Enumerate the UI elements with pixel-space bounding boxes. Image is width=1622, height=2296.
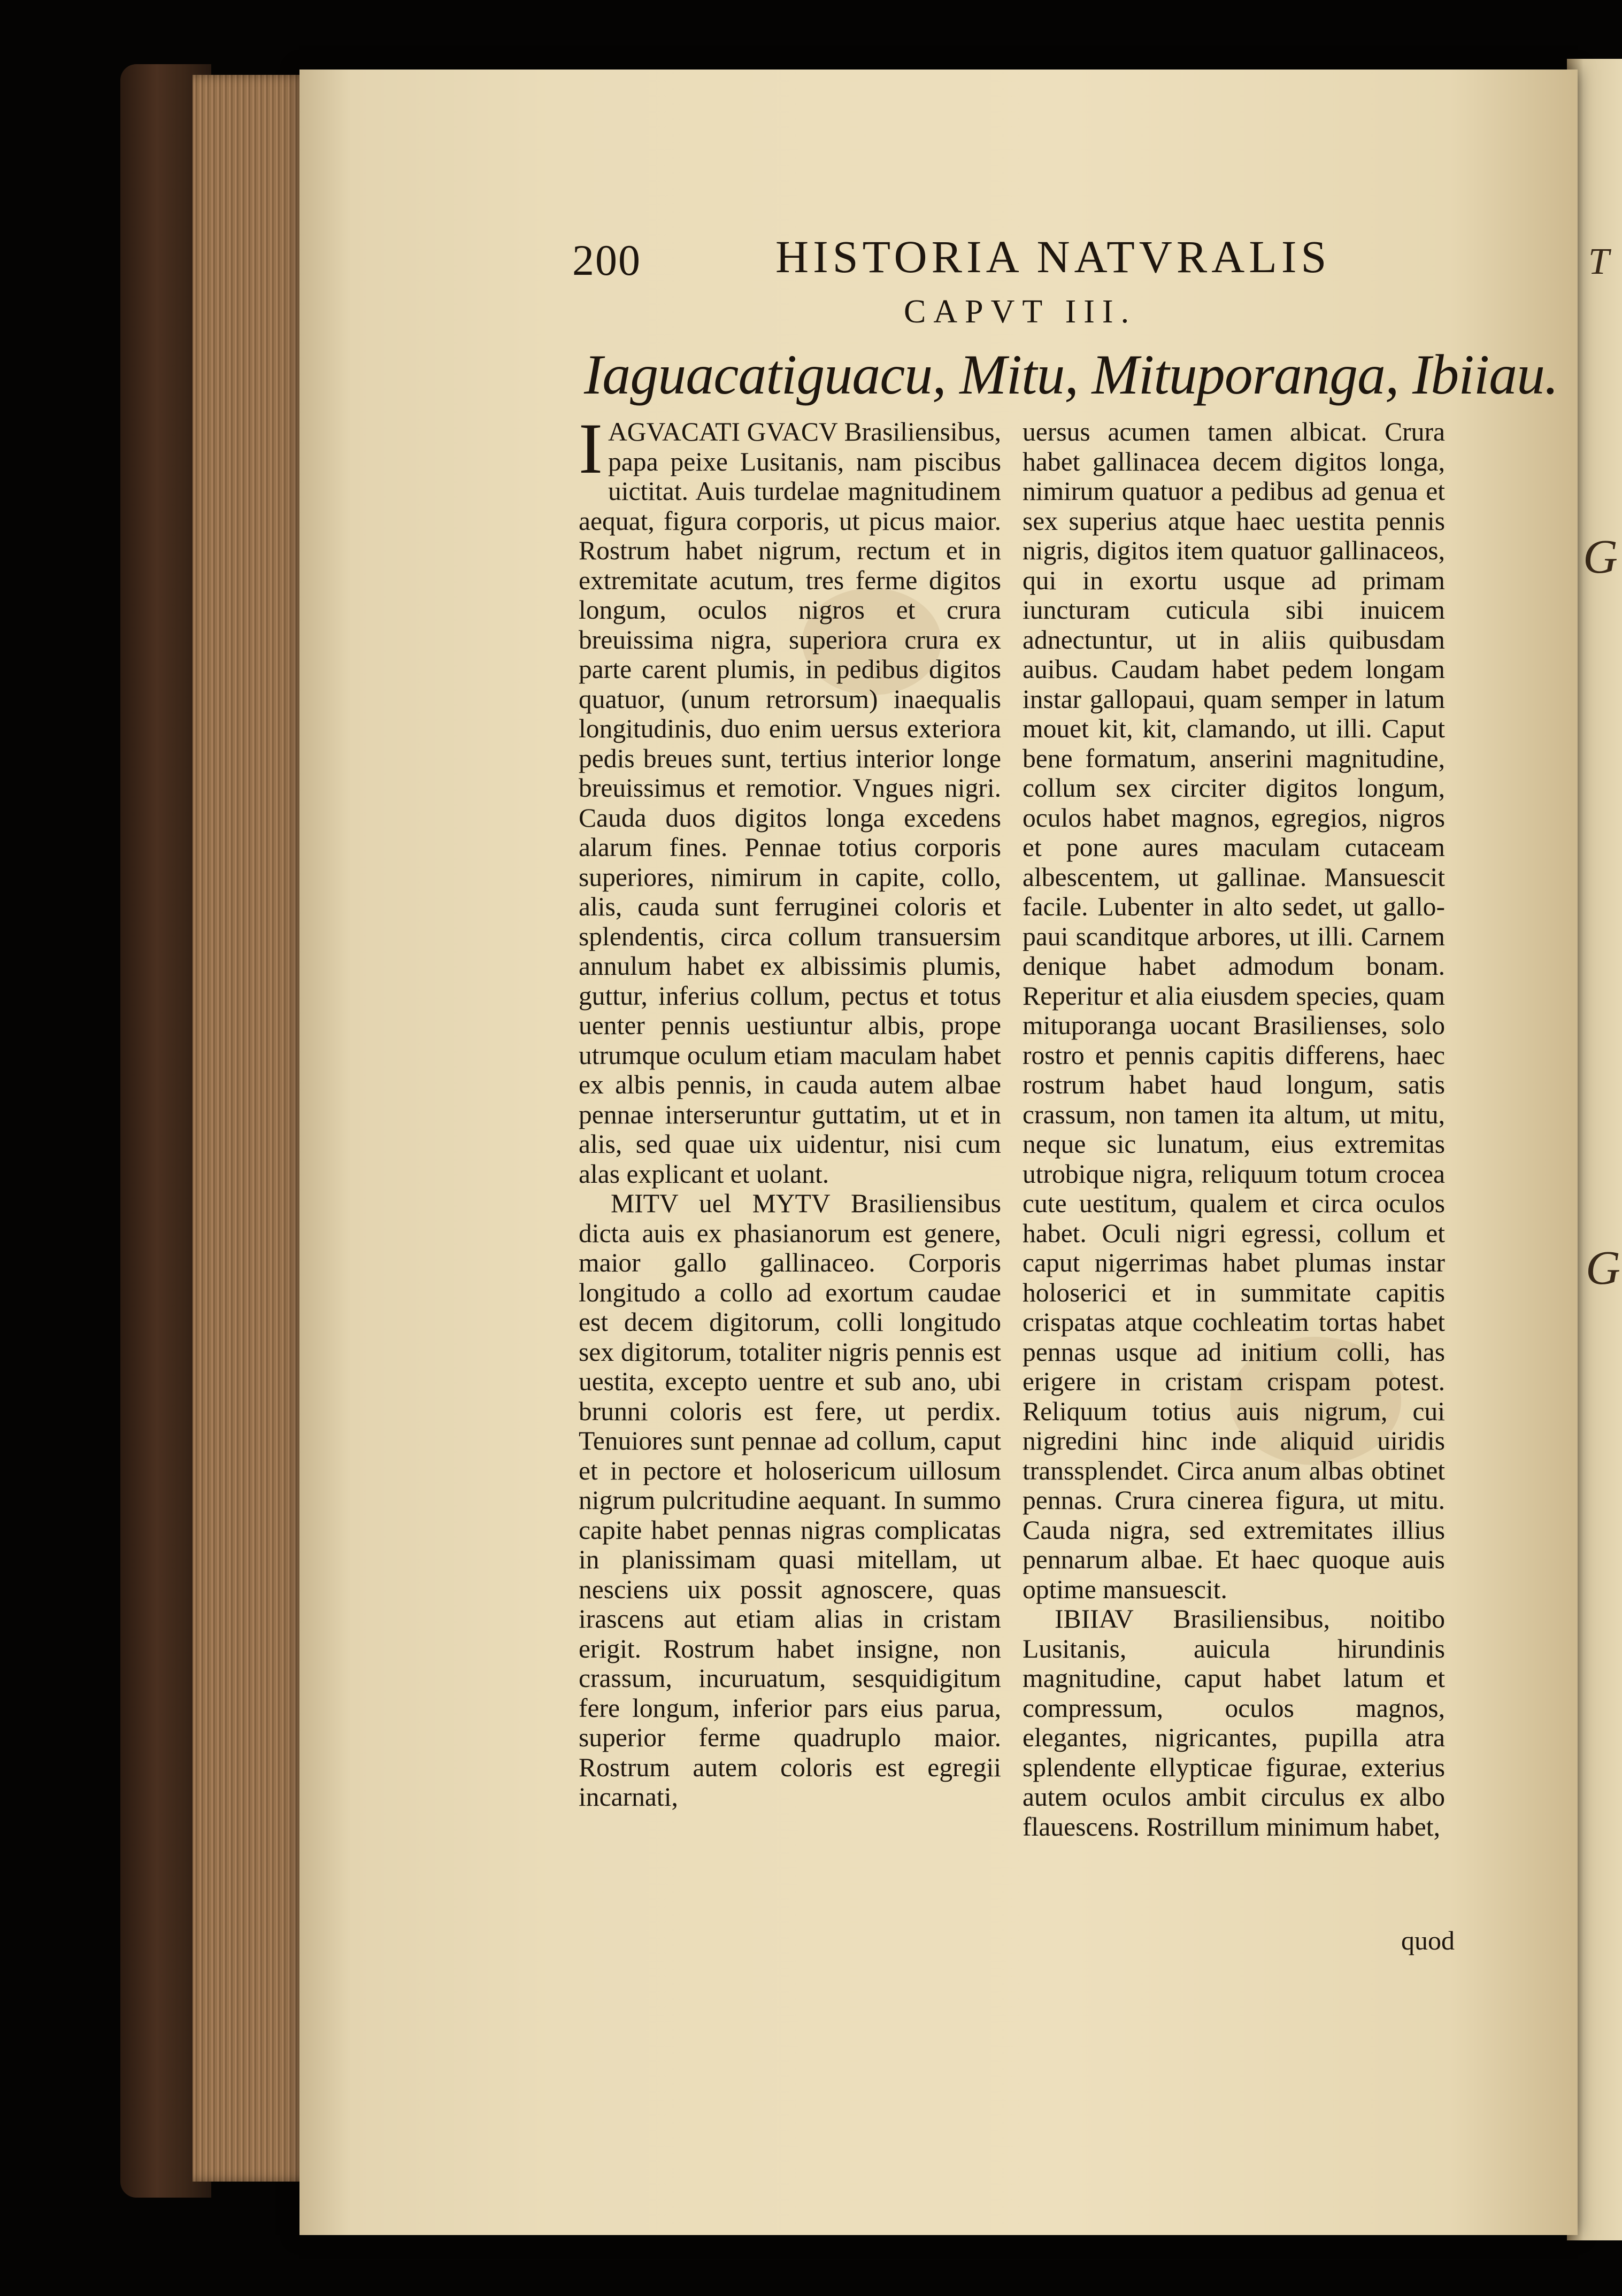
facing-fragment: G	[1586, 1242, 1620, 1295]
facing-fragment: T	[1588, 241, 1609, 282]
drop-cap: I	[579, 409, 603, 489]
page-edges	[193, 75, 316, 2182]
paragraph-text: uersus acumen tamen albicat. Crura habet gallinacea decem digitos longa, nimirum quatuor a pedibus ad genua et sex superius atque haec uestita pennis nigris, digitos item quatuor gallinaceos, qui in exortu usque ad primam iuncturam cuticula sibi inuicem adnectuntur, ut in aliis quibusdam auibus. Caudam habet pedem longam instar gallopaui, quam semper in latum mouet kit, kit, clamando, ut illi. Caput bene formatum, anserini magnitudine, collum sex circiter digitos longum, oculos habet magnos, egregios, nigros et pone aures maculam cutaceam albescentem, ut gallinae. Mansuescit facile. Lubenter in alto sedet, ut gallo-paui scanditque arbores, ut illi. Carnem denique habet admodum bonam. Reperitur et alia eiusdem species, quam mituporanga uocant Brasilienses, solo rostro et pennis capitis differens, haec rostrum habet haud longum, satis crassum, non tamen ita altum, ut mitu, neque sic lunatum, eius extremitas utrobique nigra, reliquum totum crocea cute uestitum, qualem et circa oculos habet. Oculi nigri egressi, collum et caput nigerrimas habet plumas instar holoserici et in summitate capitis crispatas atque cochleatim tortas habet pennas usque ad initium colli, has erigere in cristam crispam potest. Reliquum totius auis nigrum, cui nigredini hinc inde aliquid uiridis transsplendet. Circa anum albas obtinet pennas. Crura cinerea figura, ut mitu. Cauda nigra, sed extremitates illius pennarum albae. Et haec quoque auis optime mansuescit.	[1023, 417, 1445, 1604]
paragraph-text: IBIIAV Brasiliensibus, noitibo Lusitanis, auicula hirundinis magnitudine, caput habet latum et compressum, oculos magnos, elegantes, nigricantes, pupilla atra splendente ellypticae figurae, exterius autem oculos ambit circulus ex albo flauescens. Rostrillum minimum habet,	[1023, 1604, 1445, 1842]
chapter-title: Iaguacatiguacu, Mitu, Mituporanga, Ibiiau.	[584, 343, 1558, 406]
paragraph-mitu-continued	[1023, 417, 1445, 1604]
paragraph-mitu	[579, 1189, 1001, 1812]
right-column	[1023, 417, 1445, 1842]
paragraph-text: MITV uel MYTV Brasiliensibus dicta auis ex phasianorum est genere, maior gallo gallinaceo. Corporis longitudo a collo ad exortum caudae est decem digitorum, colli longitudo sex digitorum, totaliter nigris pennis est uestita, excepto uentre et sub ano, ubi brunni coloris est fere, ut perdix. Tenuiores sunt pennae ad collum, caput et in pectore et holosericum uillosum nigrum pulcritudine aequant. In summo capite habet pennas nigras complicatas in planissimam quasi mitellam, ut nesciens uix possit agnoscere, quas irascens aut etiam alias in cristam erigit. Rostrum habet insigne, non crassum, incuruatum, sesquidigitum fere longum, inferior pars eius parua, superior ferme quadruplo maior. Rostrum autem coloris est egregii incarnati,	[579, 1189, 1001, 1812]
left-column	[579, 409, 1001, 1812]
running-head: HISTORIA NATVRALIS	[775, 231, 1331, 282]
catchword: quod	[1401, 1925, 1455, 1955]
page-number: 200	[572, 236, 641, 284]
facing-fragment: G	[1583, 530, 1618, 583]
chapter-heading: CAPVT III.	[904, 294, 1137, 330]
paragraph-text: AGVACATI GVACV Brasiliensibus, papa peixe Lusitanis, nam piscibus uictitat. Auis turdelae magnitudinem aequat, figura corporis, ut picus maior. Rostrum habet nigrum, rectum et in extremitate acutum, tres ferme digitos longum, oculos nigros et crura breuissima nigra, superiora crura ex parte carent plumis, in pedibus digitos quatuor, (unum retrorsum) inaequalis longitudinis, duo enim uersus exteriora pedis breues sunt, tertius interior longe breuissimus et remotior. Vngues nigri. Cauda duos digitos longa excedens alarum fines. Pennae totius corporis superiores, nimirum in capite, collo, alis, cauda sunt ferruginei coloris et splendentis, circa collum transuersim annulum habet ex albissimis plumis, guttur, inferius collum, pectus et totus uenter pennis uestiuntur albis, prope utrumque oculum etiam maculam habet ex albis pennis, in cauda autem albae pennae intersеruntur guttatim, ut et in alis, sed quae uix uidentur, nisi cum alas explicant et uolant.	[579, 417, 1001, 1189]
paragraph-ibiiau	[1023, 1604, 1445, 1842]
paragraph-iaguacatiguacu	[579, 409, 1001, 1189]
